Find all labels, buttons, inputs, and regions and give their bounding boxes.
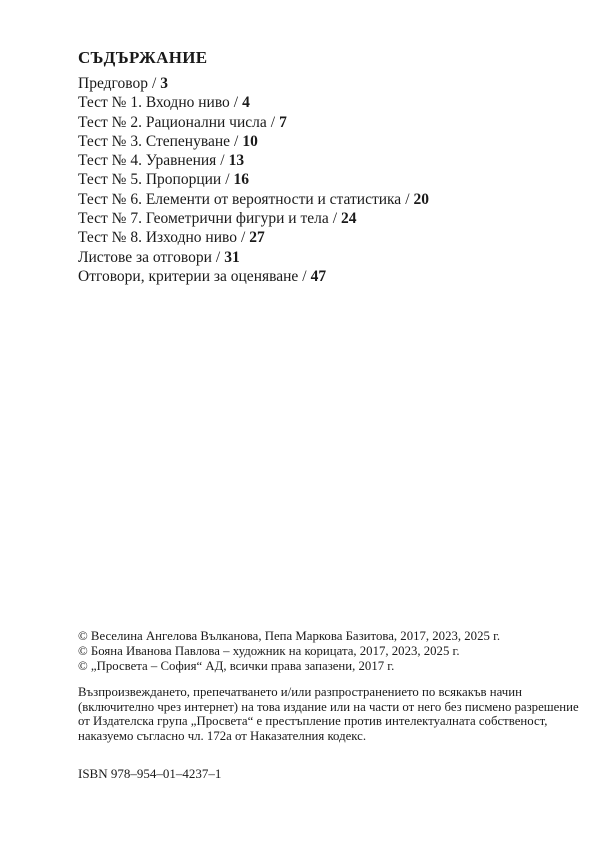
toc-entry <box>78 267 429 286</box>
table-of-contents <box>78 48 429 286</box>
toc-entry <box>78 151 429 170</box>
toc-entry-label: Тест № 1. Входно ниво <box>78 94 230 112</box>
copyright-line: © Веселина Ангелова Вълканова, Пепа Маркова Базитова, 2017, 2023, 2025 г. <box>78 629 501 643</box>
toc-entry-label: Листове за отговори <box>78 248 212 266</box>
toc-entry <box>78 132 429 151</box>
toc-entry <box>78 170 429 189</box>
toc-page-number: 31 <box>224 248 240 266</box>
toc-separator: / <box>302 267 307 285</box>
toc-page-number: 13 <box>228 152 245 170</box>
toc-separator: / <box>215 248 221 266</box>
toc-separator: / <box>234 132 239 150</box>
legal-notice-line: от Издателска група „Просвета“ е престъпление против интелектуалната собственост, <box>78 714 548 728</box>
toc-separator: / <box>405 190 410 208</box>
legal-notice-line: (включително чрез интернет) на това издание или на части от него без писмено разрешение <box>78 699 579 714</box>
toc-entry-label: Тест № 7. Геометрични фигури и тела <box>78 210 329 228</box>
toc-entry <box>78 209 429 228</box>
toc-separator: / <box>151 75 157 92</box>
page-title: СЪДЪРЖАНИЕ <box>78 48 208 67</box>
toc-page-number: 3 <box>160 75 169 92</box>
toc-page-number: 20 <box>413 190 430 208</box>
toc-entry-label: Тест № 3. Степенуване <box>78 132 231 150</box>
toc-entry-label: Тест № 8. Изходно ниво <box>78 229 237 247</box>
toc-separator: / <box>225 171 230 189</box>
copyright-block <box>78 629 500 674</box>
toc-entry <box>78 228 429 247</box>
toc-entry-label: Тест № 5. Пропорции <box>78 171 222 189</box>
toc-separator: / <box>270 113 276 131</box>
toc-entry-label: Отговори, критерии за оценяване <box>78 267 299 285</box>
legal-notice <box>78 685 579 743</box>
toc-entry-label: Тест № 2. Рационални числа <box>78 113 267 131</box>
toc-separator: / <box>220 152 225 170</box>
toc-entry <box>78 93 429 112</box>
toc-entry <box>78 113 429 132</box>
toc-separator: / <box>240 229 246 247</box>
copyright-line: © Бояна Иванова Павлова – художник на корицата, 2017, 2023, 2025 г. <box>78 644 460 658</box>
toc-page-number: 47 <box>310 267 327 285</box>
toc-entry-label: Тест № 4. Уравнения <box>78 152 217 170</box>
legal-notice-line: наказуемо съгласно чл. 172а от Наказателния кодекс. <box>78 728 367 743</box>
isbn-text: ISBN 978–954–01–4237–1 <box>78 766 222 781</box>
toc-entry-label: Предговор <box>78 75 148 92</box>
toc-separator: / <box>332 210 338 228</box>
toc-separator: / <box>233 94 239 112</box>
toc-entry <box>78 74 429 93</box>
toc-page-number: 24 <box>341 210 357 228</box>
toc-page-number: 4 <box>242 94 250 112</box>
toc-page-number: 7 <box>279 113 287 131</box>
toc-page-number: 10 <box>242 132 258 150</box>
toc-entry <box>78 248 429 267</box>
copyright-line: © „Просвета – София“ АД, всички права запазени, 2017 г. <box>78 659 395 673</box>
toc-entry-label: Тест № 6. Елементи от вероятности и статистика <box>78 190 402 208</box>
toc-page-number: 16 <box>233 171 250 189</box>
legal-notice-line: Възпроизвеждането, препечатването и/или разпространението по всякакъв начин <box>78 685 522 699</box>
toc-entry <box>78 190 429 209</box>
toc-page-number: 27 <box>249 229 265 247</box>
